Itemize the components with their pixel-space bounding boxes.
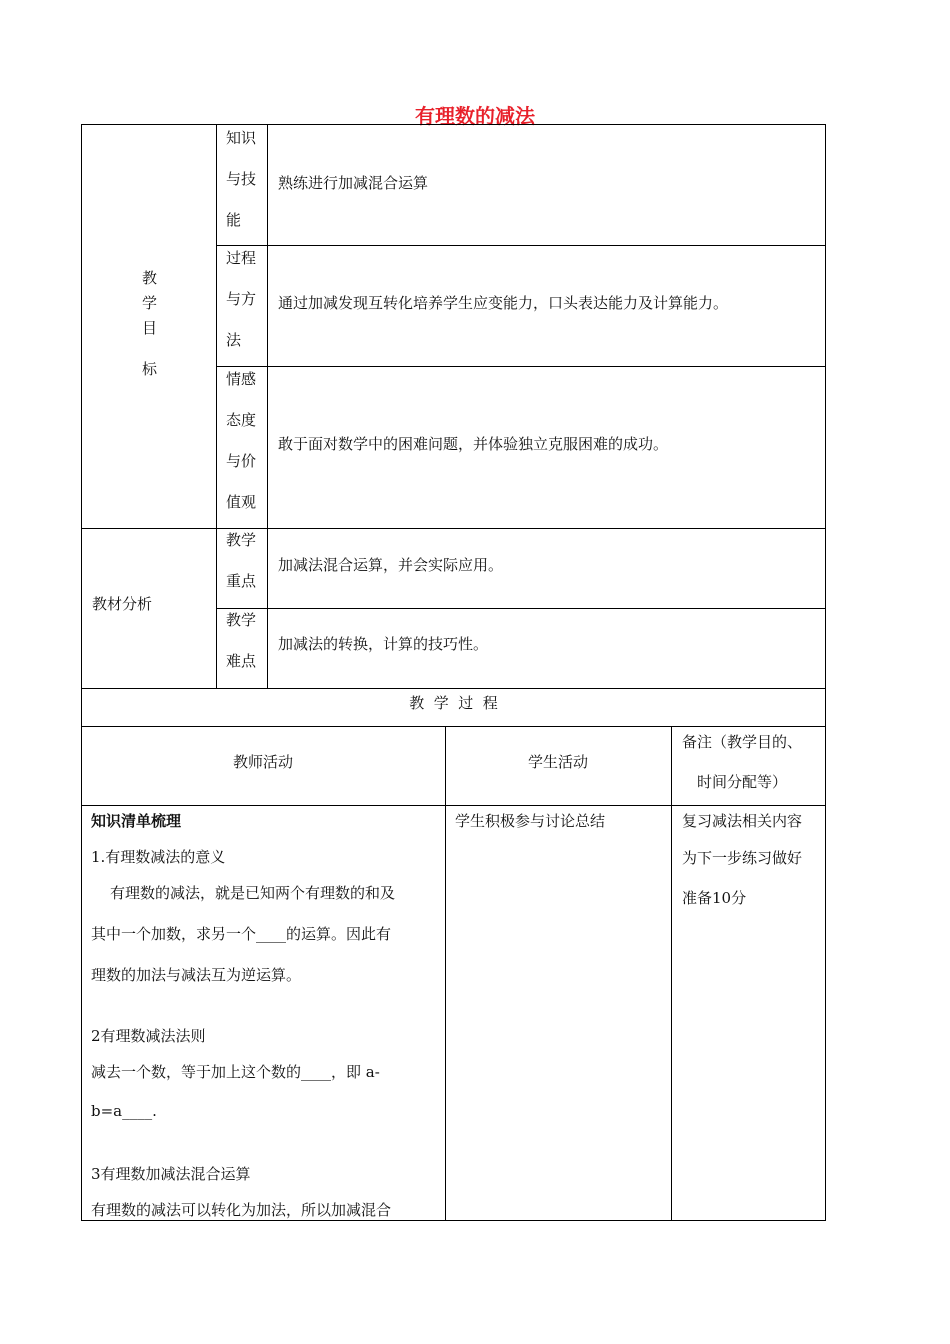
divider xyxy=(81,688,826,689)
key-point-text: 加减法混合运算，并会实际应用。 xyxy=(278,556,504,574)
sub-label-process: 过程 与方 法 xyxy=(226,249,257,349)
sub-label-knowledge: 知识 与技 能 xyxy=(226,129,257,229)
divider xyxy=(81,528,826,529)
difficulty-text: 加减法的转换，计算的技巧性。 xyxy=(278,635,489,653)
objective-text-knowledge: 熟练进行加减混合运算 xyxy=(278,174,429,192)
notes-column-header-line1: 备注（教学目的、 xyxy=(682,733,803,751)
sub-label-key-point: 教学 重点 xyxy=(226,531,257,590)
lesson-table xyxy=(81,124,826,1221)
divider xyxy=(216,608,826,609)
section-3-line: 有理数的减法可以转化为加法，所以加减混合 xyxy=(91,1201,392,1219)
notes-line: 为下一步练习做好 xyxy=(682,849,803,867)
section-1-line: 其中一个加数，求另一个____的运算。因此有 xyxy=(91,925,392,943)
divider xyxy=(216,124,217,688)
teacher-column-header: 教师活动 xyxy=(232,753,293,771)
notes-column-header-line2: 时间分配等） xyxy=(697,773,788,791)
section-2-line: b=a____. xyxy=(91,1102,157,1120)
section-3-title: 3有理数加减法混合运算 xyxy=(91,1165,251,1183)
divider xyxy=(671,726,672,1221)
section-1-line: 有理数的减法，就是已知两个有理数的和及 xyxy=(110,884,396,902)
objectives-label: 教 学 目 标 xyxy=(142,269,158,378)
analysis-label: 教材分析 xyxy=(92,595,153,613)
student-activity-text: 学生积极参与讨论总结 xyxy=(455,812,606,830)
sub-label-difficulty: 教学 难点 xyxy=(226,611,257,670)
section-2-line: 减去一个数，等于加上这个数的____，即 a- xyxy=(91,1063,380,1081)
sub-label-attitude: 情感 态度 与价 值观 xyxy=(226,370,257,511)
divider xyxy=(81,726,826,727)
process-header: 教 学 过 程 xyxy=(409,694,498,712)
section-2-title: 2有理数减法法则 xyxy=(91,1027,206,1045)
objective-text-process: 通过加减发现互转化培养学生应变能力，口头表达能力及计算能力。 xyxy=(278,294,729,312)
section-1-line: 理数的加法与减法互为逆运算。 xyxy=(91,966,302,984)
divider xyxy=(445,726,446,1221)
divider xyxy=(267,124,268,688)
divider xyxy=(216,366,826,367)
page-title: 有理数的减法 xyxy=(415,104,535,128)
notes-line: 复习减法相关内容 xyxy=(682,812,803,830)
teacher-heading: 知识清单梳理 xyxy=(91,812,182,830)
objective-text-attitude: 敢于面对数学中的困难问题，并体验独立克服困难的成功。 xyxy=(278,435,669,453)
divider xyxy=(216,245,826,246)
section-1-title: 1.有理数减法的意义 xyxy=(91,848,226,866)
notes-line: 准备10分 xyxy=(682,889,747,907)
divider xyxy=(81,805,826,806)
student-column-header: 学生活动 xyxy=(527,753,588,771)
